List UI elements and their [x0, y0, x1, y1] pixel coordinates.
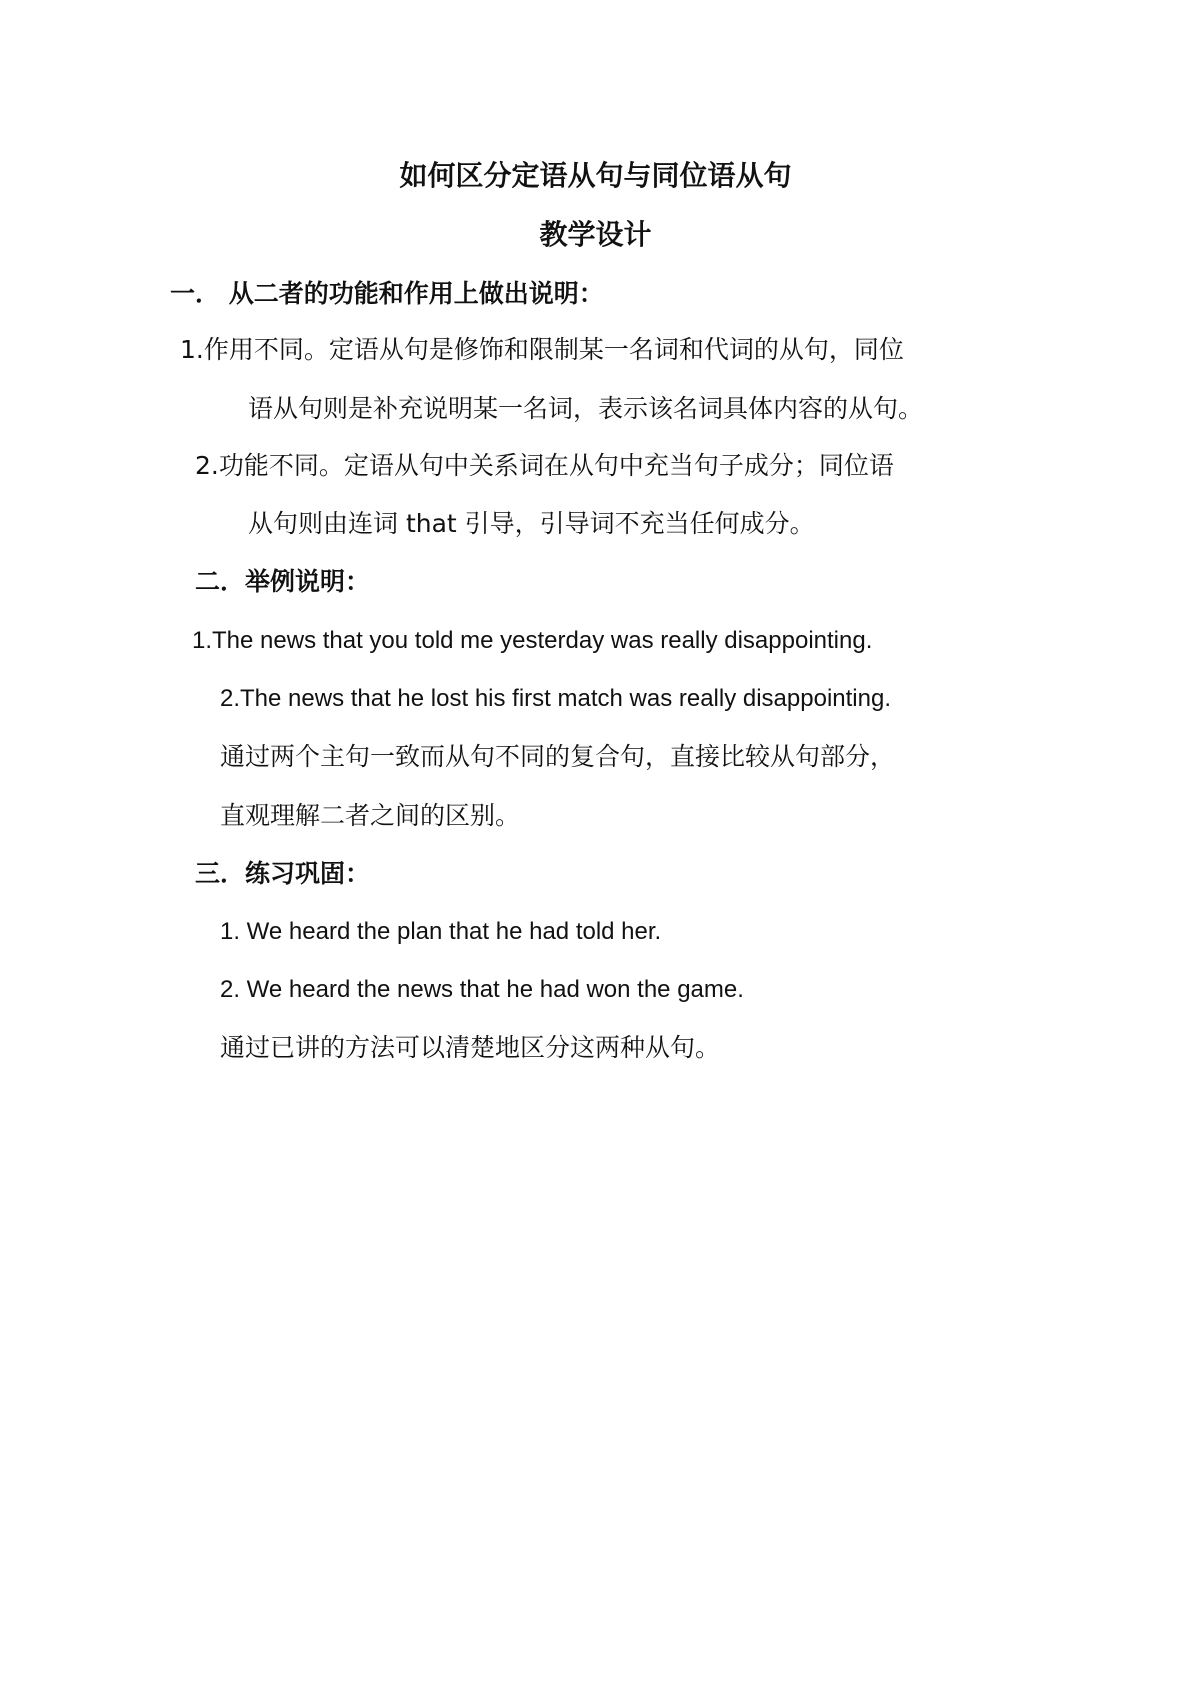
section-3-conclusion: 通过已讲的方法可以清楚地区分这两种从句。 [220, 1033, 721, 1062]
section-3-exercise-2: 2. We heard the news that he had won the game. [220, 976, 744, 1003]
section-3-heading: 三．练习巩固： [195, 859, 371, 888]
section-2-explain-line-1: 通过两个主句一致而从句不同的复合句，直接比较从句部分， [220, 742, 896, 771]
section-1-item-2-line-1: 2.功能不同。定语从句中关系词在从句中充当句子成分；同位语 [195, 451, 894, 480]
section-2-example-1: 1.The news that you told me yesterday was really disappointing. [192, 627, 873, 654]
section-2-explain-line-2: 直观理解二者之间的区别。 [220, 801, 521, 830]
section-1-item-1-line-2: 语从句则是补充说明某一名词，表示该名词具体内容的从句。 [248, 394, 924, 423]
section-1-item-2-line-2: 从句则由连词 that 引导，引导词不充当任何成分。 [248, 509, 815, 538]
document-title: 如何区分定语从句与同位语从句 [399, 159, 792, 192]
document-subtitle: 教学设计 [539, 218, 652, 251]
section-2-heading: 二．举例说明： [195, 567, 371, 596]
section-1-heading: 一． 从二者的功能和作用上做出说明： [170, 279, 604, 308]
section-2-example-2: 2.The news that he lost his first match was really disappointing. [220, 685, 891, 712]
section-3-exercise-1: 1. We heard the plan that he had told her. [220, 918, 662, 945]
section-1-item-1-line-1: 1.作用不同。定语从句是修饰和限制某一名词和代词的从句，同位 [180, 335, 904, 364]
